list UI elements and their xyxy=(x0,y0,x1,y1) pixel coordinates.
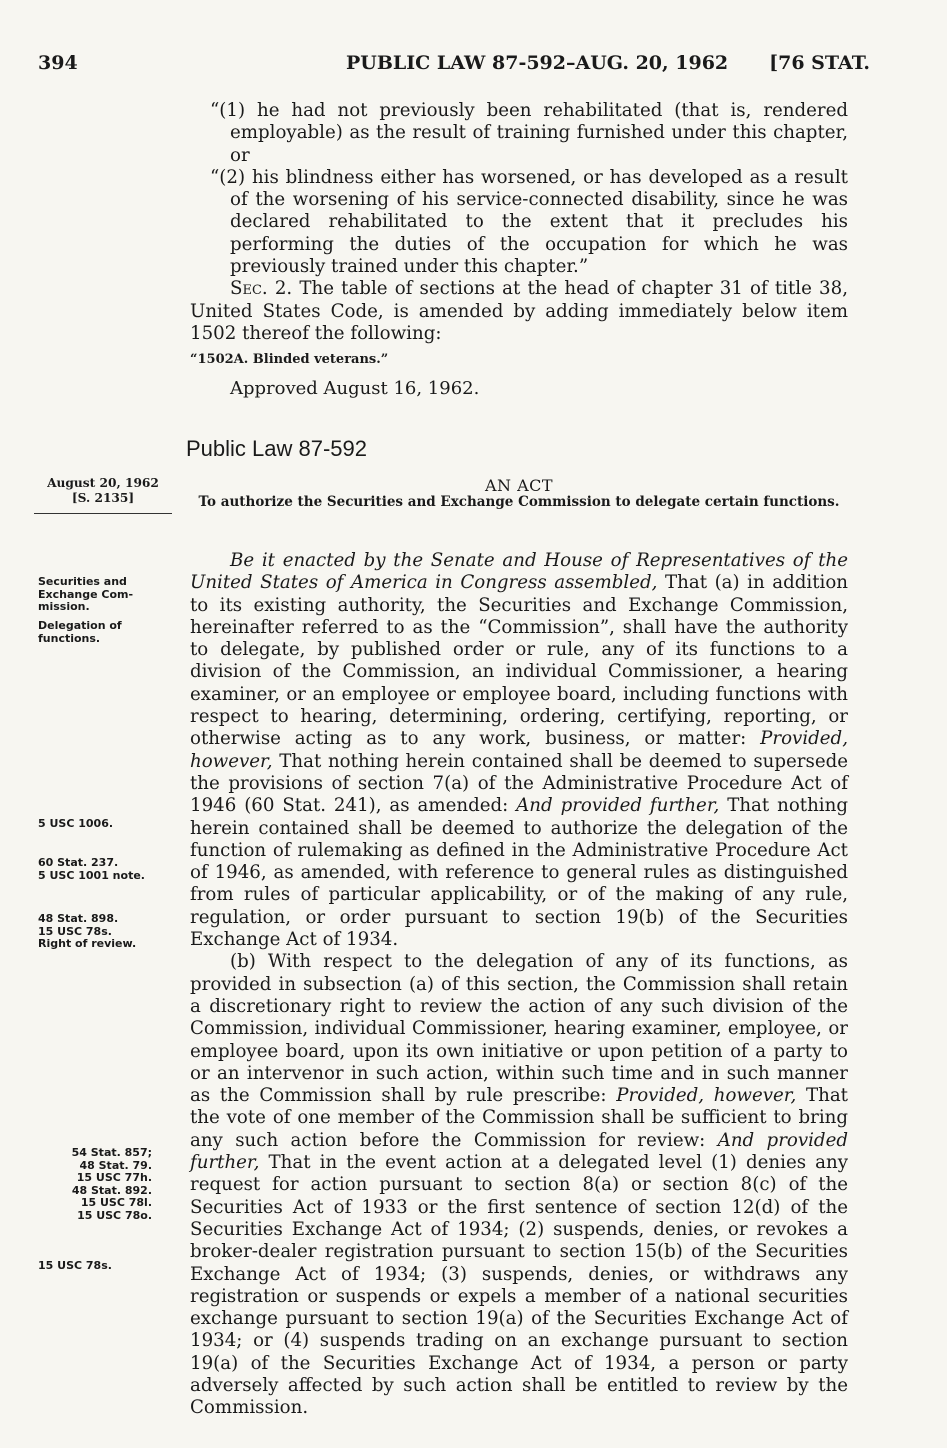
clause-1: “(1) he had not previously been rehabilitated (that is, rendered employable) as the result of training furnished under this chapter, or xyxy=(210,100,848,166)
table-item: “1502A. Blinded veterans.” xyxy=(190,352,389,368)
prior-act-tail xyxy=(190,100,848,400)
volume-label: [76 STAT. xyxy=(769,52,870,74)
enactment-date: August 20, 1962 xyxy=(47,476,159,490)
subsection-b-text-2: That the vote of one member of the Commission shall be sufficient to bring any such action before the Commission for review: xyxy=(190,1085,848,1151)
margin-note-stat-898: 48 Stat. 898. 15 USC 78s. xyxy=(38,912,119,938)
margin-note-citations: 54 Stat. 857; 48 Stat. 79. 15 USC 77h. 48 Stat. 892. 15 USC 78l. 15 USC 78o. xyxy=(71,1146,152,1222)
proviso-4: And provided further, xyxy=(190,1129,848,1174)
subsection-a-text-1: That (a) in addition to its existing authority, the Securities and Exchange Commission, hereinafter referred to as the “Commission”, shall have the authority to delegate, by published order or rule, any of its functions to a division of the Commission, an individual Commissioner, a hearing examiner, or an employee or employee board, including functions with respect to hearing, determining, ordering, certifying, reporting, or otherwise acting as to any work, business, or matter: xyxy=(190,572,849,750)
sec2-text: 2. The table of sections at the head of chapter 31 of title 38, United States Code, is amended by adding immediately below item 1502 thereof the following: xyxy=(190,278,848,344)
margin-note-commission: Securities and Exchange Com- mission. xyxy=(38,575,134,613)
subsection-a-text-2: That nothing herein contained shall be deemed to supersede the provisions of section 7(a) of the Administrative Procedure Act of 1946 (60 Stat. 241), as amended: xyxy=(190,750,848,817)
enacting-clause: Be it enacted by the Senate and House of Representatives of the United States of America in Congress assembled, xyxy=(190,550,848,594)
subsection-b-text-3: That in the event action at a delegated level (1) denies any request for action pursuant to section 8(a) or section 8(c) of the Securities Act of 1933 or the first sentence of section 12(d) of the Securities Exchange Act of 1934; (2) suspends, denies, or revokes a broker-dealer registration pursuant to section 15(b) of the Securities Exchange Act of 1934; (3) suspends, denies, or withdraws any registration or suspends or expels a member of a national securities exchange pursuant to section 19(a) of the Securities Exchange Act of 1934; or (4) suspends trading on an exchange pursuant to section 19(a) of the Securities Exchange Act of 1934, a person or party adversely affected by such action shall be entitled to review by the Commission. xyxy=(190,1152,848,1419)
header-title: PUBLIC LAW 87-592–AUG. 20, 1962 xyxy=(346,52,729,74)
proviso-2: And provided further, xyxy=(516,795,720,817)
margin-note-usc-1006: 5 USC 1006. xyxy=(38,817,114,830)
running-header xyxy=(38,52,870,82)
enactment-date-note xyxy=(34,476,172,506)
act-body xyxy=(190,550,848,1420)
page-number: 394 xyxy=(38,52,78,74)
clause-2: “(2) his blindness either has worsened, or has developed as a result of the worsening of his service-connected disability, since he was declared rehabilitated to the extent that it precludes his performing the duties of the occupation for which he was previously trained under this chapter.” xyxy=(210,166,848,278)
approved-line: Approved August 16, 1962. xyxy=(230,377,480,399)
margin-note-stat-237: 60 Stat. 237. 5 USC 1001 note. xyxy=(38,856,145,882)
margin-note-delegation: Delegation of functions. xyxy=(38,619,122,645)
public-law-heading: Public Law 87-592 xyxy=(186,436,368,461)
subsection-b-text-1: (b) With respect to the delegation of any of its functions, as provided in subsection (a) of this section, the Commission shall retain a discretionary right to review the action of any such division of the Commission, individual Commissioner, hearing examiner, employee, or employee board, upon its own initiative or upon petition of a party to or an intervenor in such action, within such time and in such manner as the Commission shall by rule prescribe: xyxy=(190,951,848,1107)
margin-divider xyxy=(34,513,172,514)
subsection-b xyxy=(190,951,848,1419)
subsection-a-text-3: That nothing herein contained shall be deemed to authorize the delegation of the function of rulemaking as defined in the Administrative Procedure Act of 1946, as amended, with reference to general rules as distinguished from rules of particular applicability, or of the making of any rule, regulation, or order pursuant to section 19(b) of the Securities Exchange Act of 1934. xyxy=(190,795,848,951)
proviso-3: Provided, however, xyxy=(616,1085,797,1107)
bill-number: [S. 2135] xyxy=(71,491,135,505)
act-description: To authorize the Securities and Exchange Commission to delegate certain functions. xyxy=(198,494,840,510)
proviso-1: Provided, however, xyxy=(190,728,848,772)
act-label: AN ACT xyxy=(484,476,554,495)
section-2 xyxy=(190,278,848,345)
margin-note-usc-78s: 15 USC 78s. xyxy=(38,1259,112,1272)
subsection-a xyxy=(190,550,848,951)
sec-label: Sec. xyxy=(230,278,268,300)
margin-note-right-of-review: Right of review. xyxy=(38,937,137,950)
